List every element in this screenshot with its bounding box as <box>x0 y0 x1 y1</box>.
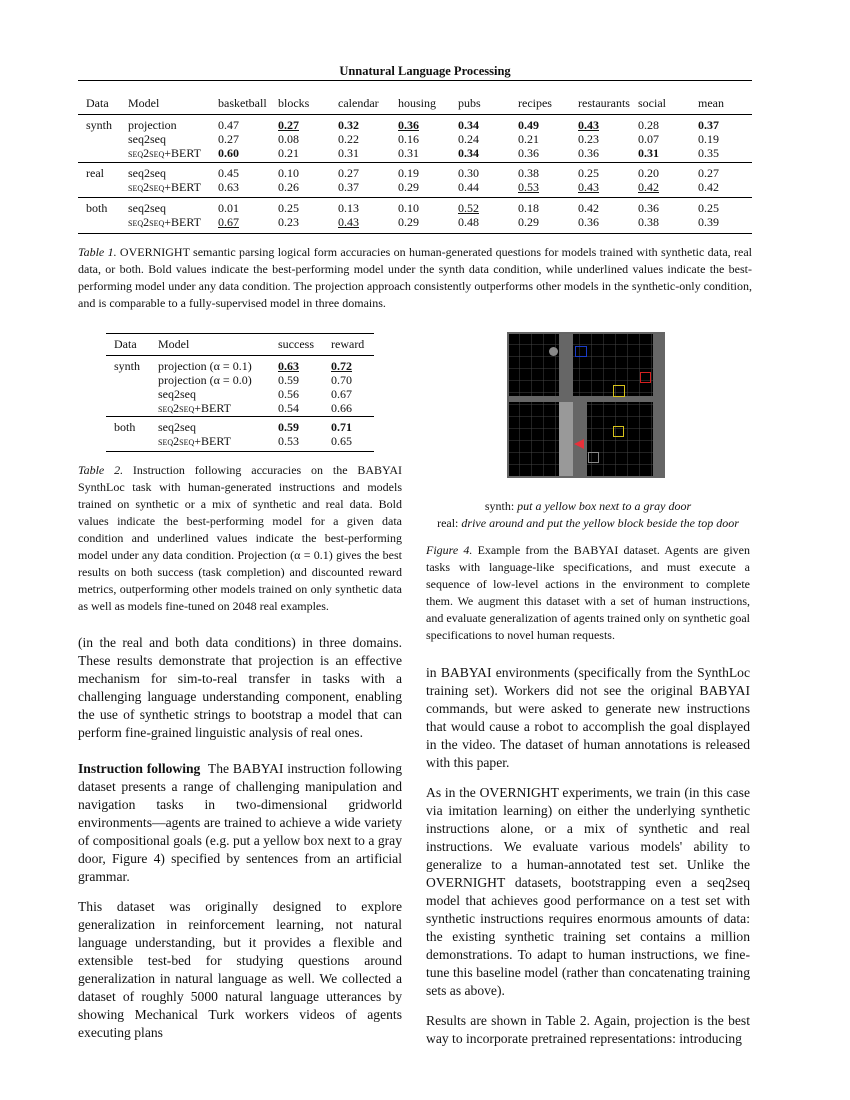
t1-cell: 0.22 <box>338 132 359 146</box>
t2-cell: 0.70 <box>331 373 352 387</box>
paragraph: in BABYAI environments (specifically from the SynthLoc training set). Workers did not see the original BABYAI commands, but were asked to generate new instructions that would cause a robot to accomplish the goal displayed in the video. The dataset of human annotations is released with this paper. <box>426 665 750 770</box>
t1-cell: 0.60 <box>218 146 239 160</box>
caption-text-1: OVERNIGHT semantic parsing logical form accuracies on human-generated questions for models trained with synthetic data, real data, or both. <box>78 245 752 276</box>
t1-cell: 0.35 <box>698 146 719 160</box>
paragraph: As in the OVERNIGHT experiments, we train (in this case via imitation learning) on either the underlying synthetic instructions alone, or a mix of synthetic and real instructions. We evaluate various models' ability to generalize to a human-annotated test set. Unlike the OVERNIGHT datasets, bootstrapping even a seq2seq model that achieves good performance on a test set with synthetic instructions requires enormous amounts of data: the existing synthetic training set contains a million demonstrations. To adapt to human instructions, we fine-tune this baseline model (rather than concatenating training sets as above). <box>426 785 750 998</box>
yellow-door-icon <box>613 385 625 397</box>
table-row <box>86 132 738 146</box>
t1-cell: 0.27 <box>218 132 239 146</box>
t1-cell: 0.28 <box>638 118 659 132</box>
t2-h-reward: reward <box>331 337 365 351</box>
t1-cell: 0.44 <box>458 180 479 194</box>
t2-cell: 0.67 <box>331 387 352 401</box>
table-row <box>86 215 738 229</box>
table-1-body-both <box>86 201 738 229</box>
caption-text: Example from the BABYAI dataset. Agents are given tasks with language-like specifications, and must execute a sequence of low-level actions in the environment to complete them. We augment this dataset with a set of human instructions, and evaluate generalization of agents trained only on synthetic goal specifications to novel human requests. <box>426 543 750 642</box>
t1-cell: 0.36 <box>578 146 599 160</box>
t1-cell: 0.43 <box>578 180 599 194</box>
t1-cell: 0.45 <box>218 166 239 180</box>
babyai-gridworld-figure <box>507 332 665 478</box>
t1-cell: 0.29 <box>398 180 419 194</box>
t1-cell: 0.49 <box>518 118 539 132</box>
paragraph: The BABYAI instruction following dataset presents a range of challenging manipulation and navigation tasks in two-dimensional gridworld environments—agents are trained to achieve a wide variety of compositional goals (e.g. put a yellow box next to a gray door, Figure 4) specified by sentences from an artificial grammar. <box>78 761 402 884</box>
t1-model: projection <box>128 118 177 132</box>
t1-cell: 0.42 <box>578 201 599 215</box>
t1-h-blocks: blocks <box>278 96 310 110</box>
t1-h-housing: housing <box>398 96 437 110</box>
table-2-body-synth <box>114 359 371 415</box>
figure-4-instructions <box>426 498 750 532</box>
t1-cell: 0.52 <box>458 201 479 215</box>
figure-4-caption <box>426 542 750 644</box>
t1-h-social: social <box>638 96 666 110</box>
t1-cell: 0.16 <box>398 132 419 146</box>
t1-group-real: real <box>86 166 104 180</box>
table-1-body <box>86 118 738 160</box>
t1-cell: 0.37 <box>338 180 359 194</box>
t1-cell: 0.25 <box>698 201 719 215</box>
table-row <box>86 166 738 180</box>
t1-cell: 0.21 <box>278 146 299 160</box>
table-2-header <box>114 337 371 351</box>
table-row <box>86 180 738 194</box>
t1-model: seq2seq <box>128 166 166 180</box>
t1-h-mean: mean <box>698 96 724 110</box>
t1-cell: 0.07 <box>638 132 659 146</box>
t2-cell: 0.54 <box>278 401 299 415</box>
t1-cell: 0.19 <box>698 132 719 146</box>
t1-cell: 0.27 <box>338 166 359 180</box>
t1-cell: 0.18 <box>518 201 539 215</box>
t2-h-data: Data <box>114 337 137 351</box>
t1-cell: 0.67 <box>218 215 239 229</box>
t1-cell: 0.31 <box>338 146 359 160</box>
t1-cell: 0.26 <box>278 180 299 194</box>
t1-cell: 0.10 <box>278 166 299 180</box>
t1-cell: 0.21 <box>518 132 539 146</box>
t1-h-data: Data <box>86 96 109 110</box>
t1-cell: 0.31 <box>638 146 659 160</box>
table-1-caption <box>78 244 752 312</box>
t1-h-basketball: basketball <box>218 96 267 110</box>
table-row <box>114 434 371 448</box>
t1-cell: 0.20 <box>638 166 659 180</box>
red-box-icon <box>640 372 651 383</box>
t2-cell: 0.72 <box>331 359 352 373</box>
t2-model: seq2seq <box>158 420 196 434</box>
real-label: real: <box>437 516 459 530</box>
blue-box-icon <box>575 346 587 357</box>
t2-cell: 0.59 <box>278 420 299 434</box>
t1-cell: 0.01 <box>218 201 239 215</box>
gray-ball-icon <box>549 347 558 356</box>
t1-cell: 0.13 <box>338 201 359 215</box>
t2-group-synth: synth <box>114 359 141 373</box>
t2-cell: 0.65 <box>331 434 352 448</box>
t1-cell: 0.19 <box>398 166 419 180</box>
synth-label: synth: <box>484 499 515 513</box>
table-row <box>114 359 371 373</box>
t1-cell: 0.23 <box>278 215 299 229</box>
caption-label: Table 1. <box>78 245 117 259</box>
table-row <box>86 201 738 215</box>
t1-cell: 0.37 <box>698 118 719 132</box>
t1-cell: 0.34 <box>458 118 479 132</box>
t1-cell: 0.24 <box>458 132 479 146</box>
t1-cell: 0.43 <box>338 215 359 229</box>
t2-model: seq2seq+BERT <box>158 434 231 448</box>
t2-cell: 0.56 <box>278 387 299 401</box>
t1-cell: 0.23 <box>578 132 599 146</box>
gray-door-icon <box>588 452 599 463</box>
yellow-box-icon <box>613 426 624 437</box>
t1-cell: 0.47 <box>218 118 239 132</box>
paragraph: This dataset was originally designed to explore generalization in reinforcement learning, not natural language understanding, but it provides a flexible and extensible test-bed for studying questions around generalization in natural language as well. We collected a dataset of roughly 5000 natural language utterances by showing Mechanical Turk workers videos of agents executing plans <box>78 899 402 1040</box>
t1-cell: 0.38 <box>518 166 539 180</box>
t1-cell: 0.36 <box>578 215 599 229</box>
t2-cell: 0.59 <box>278 373 299 387</box>
synth-instruction: put a yellow box next to a gray door <box>517 499 692 513</box>
table-2-caption <box>78 462 402 615</box>
caption-label: Figure 4. <box>426 543 473 557</box>
t2-model: projection (α = 0.1) <box>158 359 252 373</box>
t1-cell: 0.10 <box>398 201 419 215</box>
t1-cell: 0.36 <box>638 201 659 215</box>
t1-cell: 0.25 <box>278 201 299 215</box>
right-column <box>426 664 750 1048</box>
t1-cell: 0.08 <box>278 132 299 146</box>
t2-model: projection (α = 0.0) <box>158 373 252 387</box>
t1-cell: 0.42 <box>638 180 659 194</box>
t1-cell: 0.36 <box>518 146 539 160</box>
t1-cell: 0.63 <box>218 180 239 194</box>
table-row <box>114 401 371 415</box>
t1-cell: 0.36 <box>398 118 419 132</box>
agent-triangle-icon <box>573 438 585 450</box>
section-heading: Instruction following <box>78 761 201 776</box>
t2-cell: 0.63 <box>278 359 299 373</box>
t2-model: seq2seq+BERT <box>158 401 231 415</box>
t1-cell: 0.29 <box>398 215 419 229</box>
t1-cell: 0.34 <box>458 146 479 160</box>
paragraph: Results are shown in Table 2. Again, projection is the best way to incorporate pretrained representations: introducing <box>426 1013 750 1046</box>
t1-cell: 0.32 <box>338 118 359 132</box>
t1-cell: 0.29 <box>518 215 539 229</box>
left-column <box>78 634 402 1042</box>
t1-cell: 0.53 <box>518 180 539 194</box>
t1-cell: 0.27 <box>698 166 719 180</box>
table-row <box>114 373 371 387</box>
t1-cell: 0.39 <box>698 215 719 229</box>
t1-model: seq2seq+BERT <box>128 146 201 160</box>
caption-label: Table 2. <box>78 463 124 477</box>
t2-h-success: success <box>278 337 314 351</box>
t2-h-model: Model <box>158 337 190 351</box>
t1-cell: 0.43 <box>578 118 599 132</box>
t1-h-restaurants: restaurants <box>578 96 630 110</box>
caption-text: Instruction following accuracies on the BABYAI SynthLoc task with human-generated instructions and models trained on synthetic or a mix of synthetic and real data. Bold values indicate the best-performing model for a given data condition and underlined values indicate the best-performing model under any data condition. Projection (α = 0.1) gives the best results on both success (task completion) and discounted reward metrics, outperforming other models trained on only synthetic data as well as models fine-tuned on 2048 real examples. <box>78 463 403 613</box>
t1-h-recipes: recipes <box>518 96 552 110</box>
table-2-body-both <box>114 420 371 448</box>
t1-cell: 0.42 <box>698 180 719 194</box>
table-1 <box>86 96 738 110</box>
t2-group-both: both <box>114 420 136 434</box>
t1-h-model: Model <box>128 96 160 110</box>
t1-cell: 0.48 <box>458 215 479 229</box>
paragraph: (in the real and both data conditions) in three domains. These results demonstrate that projection is an effective mechanism for sim-to-real transfer in tasks with a challenging language understanding component, enabling the use of synthetic strings to bootstrap a model that can perform fine-grained linguistic analysis of real ones. <box>78 635 402 740</box>
t2-cell: 0.66 <box>331 401 352 415</box>
real-instruction: drive around and put the yellow block beside the top door <box>461 516 739 530</box>
t1-model: seq2seq <box>128 132 166 146</box>
table-row <box>114 420 371 434</box>
t1-cell: 0.31 <box>398 146 419 160</box>
t1-group-synth: synth <box>86 118 113 132</box>
running-head: Unnatural Language Processing <box>339 64 511 78</box>
t1-h-calendar: calendar <box>338 96 379 110</box>
t1-cell: 0.25 <box>578 166 599 180</box>
t2-cell: 0.53 <box>278 434 299 448</box>
t1-model: seq2seq+BERT <box>128 215 201 229</box>
table-1-header-row <box>86 96 738 110</box>
table-1-body-real <box>86 166 738 194</box>
t1-model: seq2seq <box>128 201 166 215</box>
table-row <box>114 387 371 401</box>
table-row <box>86 146 738 160</box>
t1-group-both: both <box>86 201 108 215</box>
t1-h-pubs: pubs <box>458 96 481 110</box>
t1-cell: 0.30 <box>458 166 479 180</box>
t1-cell: 0.27 <box>278 118 299 132</box>
t1-model: seq2seq+BERT <box>128 180 201 194</box>
table-row <box>86 118 738 132</box>
t2-cell: 0.71 <box>331 420 352 434</box>
t2-model: seq2seq <box>158 387 196 401</box>
caption-text-2: Bold values indicate the best-performing model under the synth data condition, while underlined values indicate the best-performing model under any data condition. The projection approach consistently outperforms other models in the synthetic-only condition, and is comparable to a fully-supervised model in three domains. <box>78 262 752 310</box>
t1-cell: 0.38 <box>638 215 659 229</box>
